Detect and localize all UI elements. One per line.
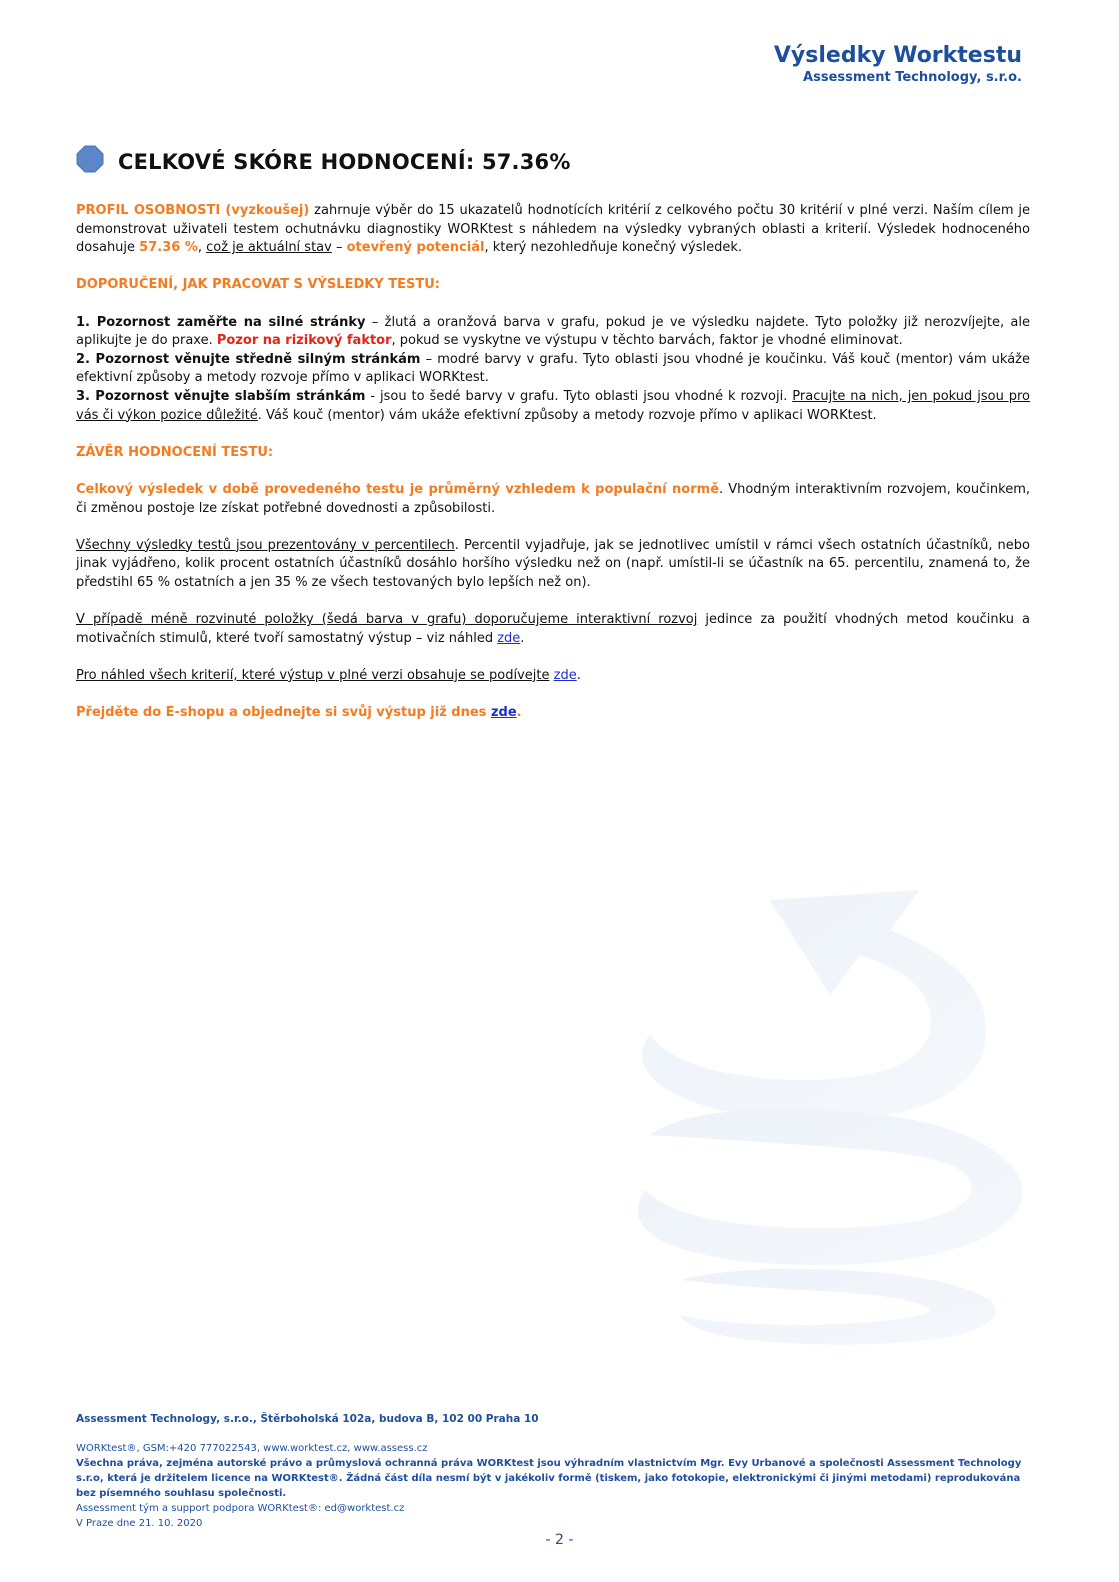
footer-contact: WORKtest®, GSM:+420 777022543, www.worktest.cz, www.assess.cz [76, 1443, 428, 1454]
weak-item-underline: V případě méně rozvinuté položky (šedá barva v grafu) doporučujeme interaktivní rozvoj [76, 612, 698, 628]
recommendation-2-text: – modré barvy v grafu. Tyto oblasti jsou vhodné je koučinku. Váš kouč (mentor) vám ukáže efektivní způsoby a metody rozvoje přímo v aplikaci WORKtest. [76, 351, 1031, 386]
conclusion-heading: ZÁVĚR HODNOCENÍ TESTU: [76, 444, 274, 460]
brand-subtitle: Assessment Technology, s.r.o. [803, 70, 1022, 85]
footer-rights: Všechna práva, zejména autorské právo a průmyslová ochranná práva WORKtest jsou výhradním vlastnictvím Mgr. Evy Urbanové a společnosti Assessment Technology s.r.o, která je držitelem licence na WORKtest®. Žádná část díla nesmí být v jakékoliv formě (tiskem, jako fotokopie, elektronickými či jinými metodami) reprodukována bez písemného souhlasu společnosti. [76, 1458, 1022, 1499]
octagon-bullet-icon [76, 145, 104, 173]
footer-company: Assessment Technology, s.r.o., Štěrboholská 102a, budova B, 102 00 Praha 10 [76, 1413, 539, 1425]
criteria-preview-paragraph [76, 667, 1030, 686]
weak-item-text: jedince za použití vhodných metod koučinku a motivačních stimulů, které tvoří samostatný výstup – viz náhled [76, 612, 1030, 646]
profile-label: PROFIL OSOBNOSTI (vyzkoušej) [76, 203, 310, 218]
profile-text-2: , [197, 240, 207, 256]
page-number: - 2 - [545, 1532, 574, 1548]
recommendation-1-text-2: , pokud se vyskytne ve výstupu v těchto barvách, faktor je vhodné eliminovat. [391, 333, 903, 349]
eshop-end: . [516, 705, 522, 721]
eshop-text: Přejděte do E-shopu a objednejte si svůj výstup již dnes [76, 705, 491, 721]
profile-text-3: – [331, 240, 347, 256]
conclusion-result-text: . Vhodným interaktivním rozvojem, koučinkem, či změnou postoje lze získat potřebné dovednosti a způsobilosti. [76, 481, 1030, 516]
recommendation-item-2 [76, 351, 1030, 388]
footer [76, 1412, 1036, 1531]
recommendation-item-3 [76, 388, 1030, 425]
percentile-paragraph [76, 537, 1030, 593]
arrow-swirl-watermark-icon [620, 870, 1040, 1350]
footer-date: V Praze dne 21. 10. 2020 [76, 1518, 203, 1529]
profile-text-4: , který nezohledňuje konečný výsledek. [484, 240, 742, 256]
recommendation-1-text: – žlutá a oranžová barva v grafu, pokud je ve výsledku najdete. Tyto položky již nerozvíjejte, ale aplikujte je do praxe. [76, 314, 1030, 349]
weak-item-end: . [520, 630, 525, 646]
profile-text-1: zahrnuje výběr do 15 ukazatelů hodnotících kritérií z celkového počtu 30 kritérií v plné verzi. Naším cílem je demonstrovat uživateli testem ochutnávku diagnostiky WORKtest s náhledem na výsledky vybraných oblasti a kriterií. Výsledek hodnoceného dosahuje [76, 203, 1030, 256]
eshop-paragraph [76, 704, 1030, 723]
recommendation-3-text-2: . Váš kouč (mentor) vám ukáže efektivní způsoby a metody rozvoje přímo v aplikaci WORKtest. [257, 407, 877, 423]
recommendation-item-1 [76, 314, 1030, 351]
profile-percent: 57.36 % [139, 240, 198, 256]
percentile-underline: Všechny výsledky testů jsou prezentovány v percentilech [76, 537, 455, 553]
conclusion-result-bold: Celkový výsledek v době provedeného testu je průměrný vzhledem k populační normě [76, 481, 720, 497]
profile-potential: otevřený potenciál [346, 240, 485, 256]
weak-item-paragraph [76, 611, 1030, 648]
criteria-preview-end: . [576, 667, 581, 683]
score-heading [76, 150, 571, 174]
recommendations-heading: DOPORUČENÍ, JAK PRACOVAT S VÝSLEDKY TESTU: [76, 277, 440, 293]
recommendation-3-underline: Pracujte na nich, jen pokud jsou pro vás či výkon pozice důležité [76, 388, 1031, 423]
header-brand [774, 42, 1022, 86]
footer-support: Assessment tým a support podpora WORKtest®: ed@worktest.cz [76, 1503, 405, 1514]
percentile-text: . Percentil vyjadřuje, jak se jednotlivec umístil v rámci všech ostatních účastníků, nebo jinak vyjádřeno, kolik procent ostatních účastníků dosáhlo horšího výsledku než on (např. umístil-li se účastník na 65. percentilu, znamená to, že předstihl 65 % ostatních a jen 35 % ze všech testovaných bylo lepších než on). [76, 537, 1030, 590]
conclusion-result-paragraph [76, 481, 1030, 518]
eshop-link[interactable]: zde [490, 705, 517, 721]
criteria-preview-link[interactable]: zde [553, 667, 577, 683]
coaching-preview-link[interactable]: zde [497, 630, 521, 646]
risk-factor-warning: Pozor na rizikový faktor [216, 333, 392, 349]
profile-current-state: což je aktuální stav [206, 240, 332, 256]
criteria-preview-underline: Pro náhled všech kriterií, které výstup v plné verzi obsahuje se podívejte [76, 667, 550, 683]
report-content [76, 202, 1030, 723]
recommendation-3-bold: 3. Pozornost věnujte slabším stránkám [76, 388, 366, 404]
score-title: CELKOVÉ SKÓRE HODNOCENÍ: 57.36% [118, 150, 571, 174]
recommendation-2-bold: 2. Pozornost věnujte středně silným stránkám [76, 351, 421, 367]
profile-paragraph [76, 202, 1030, 258]
recommendation-3-text: - jsou to šedé barvy v grafu. Tyto oblasti jsou vhodné k rozvoji. [365, 388, 793, 404]
recommendation-1-bold: 1. Pozornost zaměřte na silné stránky [76, 314, 366, 330]
brand-title: Výsledky Worktestu [773, 43, 1022, 68]
